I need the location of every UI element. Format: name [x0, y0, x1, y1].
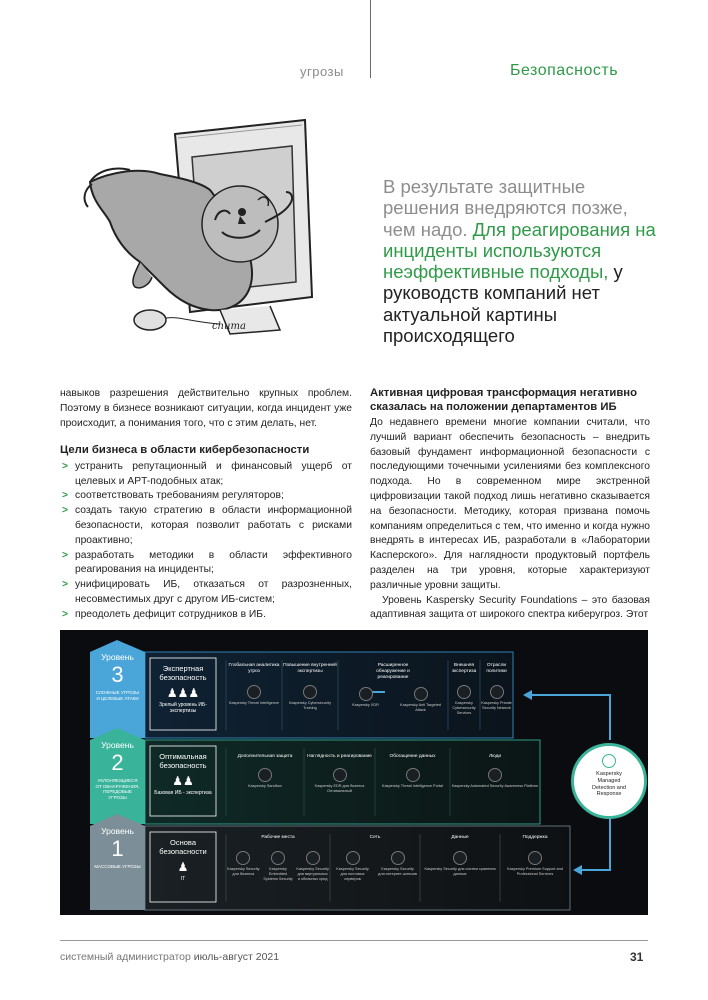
target-icon — [414, 687, 428, 701]
page-number: 31 — [630, 950, 644, 964]
list-item: > преодолеть дефицит сотрудников в ИБ. — [62, 608, 266, 620]
category-label: Сеть — [369, 835, 381, 840]
list-item: > создать такую стратегию в области информационной безопасности, которая позволит работать с рисками проактивно; — [62, 505, 352, 546]
issue-date: июль-август 2021 — [193, 951, 280, 963]
left-intro-paragraph: навыков разрешения действительно крупных проблем. Поэтому в бизнесе возникают ситуации, когда инцидент уже происходит, а понимания того, что с этим делать, нет. — [60, 388, 352, 429]
list-item: > соответствовать требованиям регуляторов; — [62, 490, 284, 502]
level-3-label: Уровень — [101, 652, 134, 662]
support-icon — [528, 851, 542, 865]
tier3-product — [282, 663, 338, 711]
product-label: Kaspersky Security для виртуальных и облачных сред — [296, 867, 329, 881]
training-icon — [303, 685, 317, 699]
pull-quote-part-2: Для реагирования на инциденты используются неэффективные подходы, — [383, 218, 656, 283]
awareness-icon — [488, 768, 502, 782]
mdr-line-1: Kaspersky — [596, 771, 622, 777]
transformation-heading: Активная цифровая трансформация негативно сказалась на положении департаментов ИБ — [370, 387, 638, 413]
product-label: Kaspersky Security для интернет-шлюзов — [378, 867, 417, 876]
tier2-product — [226, 754, 304, 789]
level-2-desc: Базовая ИБ - экспертиза — [154, 790, 212, 796]
embedded-icon — [271, 851, 285, 865]
product-label: Kaspersky Security для почтовых серверов — [336, 867, 369, 881]
tier1-product-group — [500, 835, 570, 877]
level-3-chevron — [90, 652, 145, 703]
tier3-product — [448, 663, 480, 715]
right-paragraph-2: Уровень Kaspersky Security Foundations – это базовая адаптивная защита от широкого спектра киберугроз. Этот — [370, 594, 650, 621]
level-2-title-box — [150, 752, 216, 796]
tier1-product-group — [226, 835, 330, 881]
category-label: Наглядность и реагирование — [307, 754, 372, 759]
business-goals-list — [60, 460, 352, 623]
category-label: Рабочие места — [261, 835, 295, 840]
product-label: Kaspersky Cybersecurity Services — [452, 701, 476, 715]
product-label: Kaspersky XDR — [352, 703, 379, 707]
level-3-title: Экспертная безопасность — [159, 664, 207, 682]
team-icon: ♟♟ — [172, 774, 194, 788]
business-goals-heading: Цели бизнеса в области кибербезопасности — [60, 444, 310, 457]
product-label: Kaspersky Sandbox — [248, 784, 282, 788]
sandbox-icon — [258, 768, 272, 782]
pull-quote — [383, 176, 663, 346]
magazine-title: системный администратор — [60, 951, 191, 963]
level-1-title-box — [150, 838, 216, 882]
footer-magazine-info — [60, 951, 279, 963]
tier3-product — [226, 663, 282, 706]
list-item: > устранить репутационный и финансовый ущерб от целевых и APT-подобных атак; — [62, 460, 352, 487]
storage-icon — [453, 851, 467, 865]
section-label-threats: угрозы — [300, 64, 344, 79]
level-2-title: Оптимальная безопасность — [159, 752, 207, 770]
category-label: Повышение внутренней экспертизы — [283, 663, 337, 674]
product-label: Kaspersky Threat Intelligence — [229, 701, 279, 705]
tier2-product — [304, 754, 375, 794]
list-item: > разработать методики в области эффективного реагирования на инциденты; — [62, 549, 352, 576]
mdr-line-2: Managed — [597, 777, 621, 784]
category-label: Внешняя экспертиза — [451, 663, 477, 674]
category-label: Отрасли политики — [486, 663, 507, 674]
category-label: Люди — [488, 754, 502, 759]
level-1-caption: МАССОВЫЕ УГРОЗЫ — [94, 864, 141, 869]
mail-icon — [346, 851, 360, 865]
section-label-security: Безопасность — [510, 62, 619, 79]
tier1-product-group — [420, 835, 500, 877]
level-3-desc: Зрелый уровень ИБ- экспертизы — [159, 702, 207, 714]
artist-signature: chuma — [212, 321, 246, 332]
tier2-product — [375, 754, 450, 789]
category-label: Обогащение данных — [389, 754, 436, 759]
person-icon: ♟ — [177, 860, 189, 874]
category-label: Глобальная аналитика угроз — [228, 663, 280, 674]
product-label: Kaspersky Private Security Network — [481, 701, 512, 710]
endpoint-icon — [236, 851, 250, 865]
product-label: Kaspersky EDR для бизнеса Оптимальный — [314, 784, 365, 793]
mdr-icon — [602, 754, 616, 768]
product-label: Kaspersky Security для систем хранения данных — [424, 867, 496, 876]
level-2-caption: УКЛОНЯЮЩИЕСЯ ОТ ОБНАРУЖЕНИЯ, ПЕРЕДОВЫЕ УГРОЗЫ — [95, 778, 140, 800]
level-2-label: Уровень — [101, 740, 134, 750]
tier3-product — [338, 663, 448, 713]
level-1-chevron — [90, 826, 145, 872]
cartoon-illustration — [80, 112, 380, 347]
product-label: Kaspersky Premium Support and Professional Services — [507, 867, 563, 876]
cloud-icon — [306, 851, 320, 865]
experts-icon: ♟♟♟ — [166, 686, 200, 700]
security-levels-diagram — [60, 630, 648, 915]
product-label: Kaspersky Automated Security Awareness Platform — [451, 784, 539, 788]
level-1-label: Уровень — [101, 826, 134, 836]
level-2-number: 2 — [111, 750, 124, 775]
pull-quote-part-3: у руководств компаний нет актуальной картины происходящего — [383, 261, 623, 347]
product-label: Kaspersky Anti Targeted Attack — [400, 703, 441, 712]
product-label: Kaspersky Threat Intelligence Portal — [382, 784, 443, 788]
globe-icon — [247, 685, 261, 699]
header-divider — [370, 0, 371, 78]
level-3-title-box — [150, 664, 216, 714]
category-label: Дополнительная защита — [237, 754, 293, 759]
level-1-desc: IT — [180, 876, 186, 882]
right-paragraph-1: До недавнего времени многие компании считали, что лучший вариант обеспечить безопасность – внедрить базовый фундамент информационной безопасности с последующими точечными усилениями без комплексного подхода. Но в современном мире экстренной цифровизации такой подход лишь негативно сказывается на безопасности. Методику, которая призвана помочь компаниям определиться с тем, что именно и когда нужно внедрять в интересах ИБ, разработали в «Лаборатории Касперского». Для наглядности продуктовый портфель разделен на три уровня, которые характеризуют различные уровни защиты. — [370, 417, 650, 591]
tier1-product-group — [330, 835, 420, 881]
portal-icon — [406, 768, 420, 782]
level-3-number: 3 — [111, 662, 124, 687]
network-icon — [490, 685, 504, 699]
level-1-title: Основа безопасности — [159, 838, 207, 856]
product-label: Kaspersky Security для бизнеса — [227, 867, 260, 876]
product-label: Kaspersky Cybersecurity Training — [289, 701, 331, 710]
mdr-line-3: Detection and — [592, 784, 626, 791]
pull-quote-part-1: В результате защитные решения внедряются позже, чем надо. — [383, 176, 628, 240]
edr-icon — [333, 768, 347, 782]
left-column — [60, 387, 352, 623]
mdr-badge — [571, 743, 647, 819]
list-item: > унифицировать ИБ, отказаться от разрозненных, несовместимых друг с другом ИБ-систем; — [62, 579, 352, 606]
mdr-line-4: Response — [596, 791, 622, 798]
services-icon — [457, 685, 471, 699]
tier2-product — [450, 754, 540, 789]
category-label: Поддержка — [522, 835, 548, 840]
xdr-icon — [359, 687, 373, 701]
level-1-number: 1 — [111, 836, 124, 861]
tier3-product — [480, 663, 513, 711]
category-label: Расширенное обнаружение и реагирование — [376, 663, 410, 680]
footer-divider — [60, 940, 648, 941]
category-label: Данные — [451, 835, 469, 840]
level-3-caption: СЛОЖНЫЕ УГРОЗЫ И ЦЕЛЕВЫЕ АТАКИ — [95, 690, 140, 701]
gateway-icon — [391, 851, 405, 865]
right-column — [370, 387, 650, 623]
level-2-chevron — [90, 740, 145, 802]
product-label: Kaspersky Embedded Systems Security — [263, 867, 293, 881]
